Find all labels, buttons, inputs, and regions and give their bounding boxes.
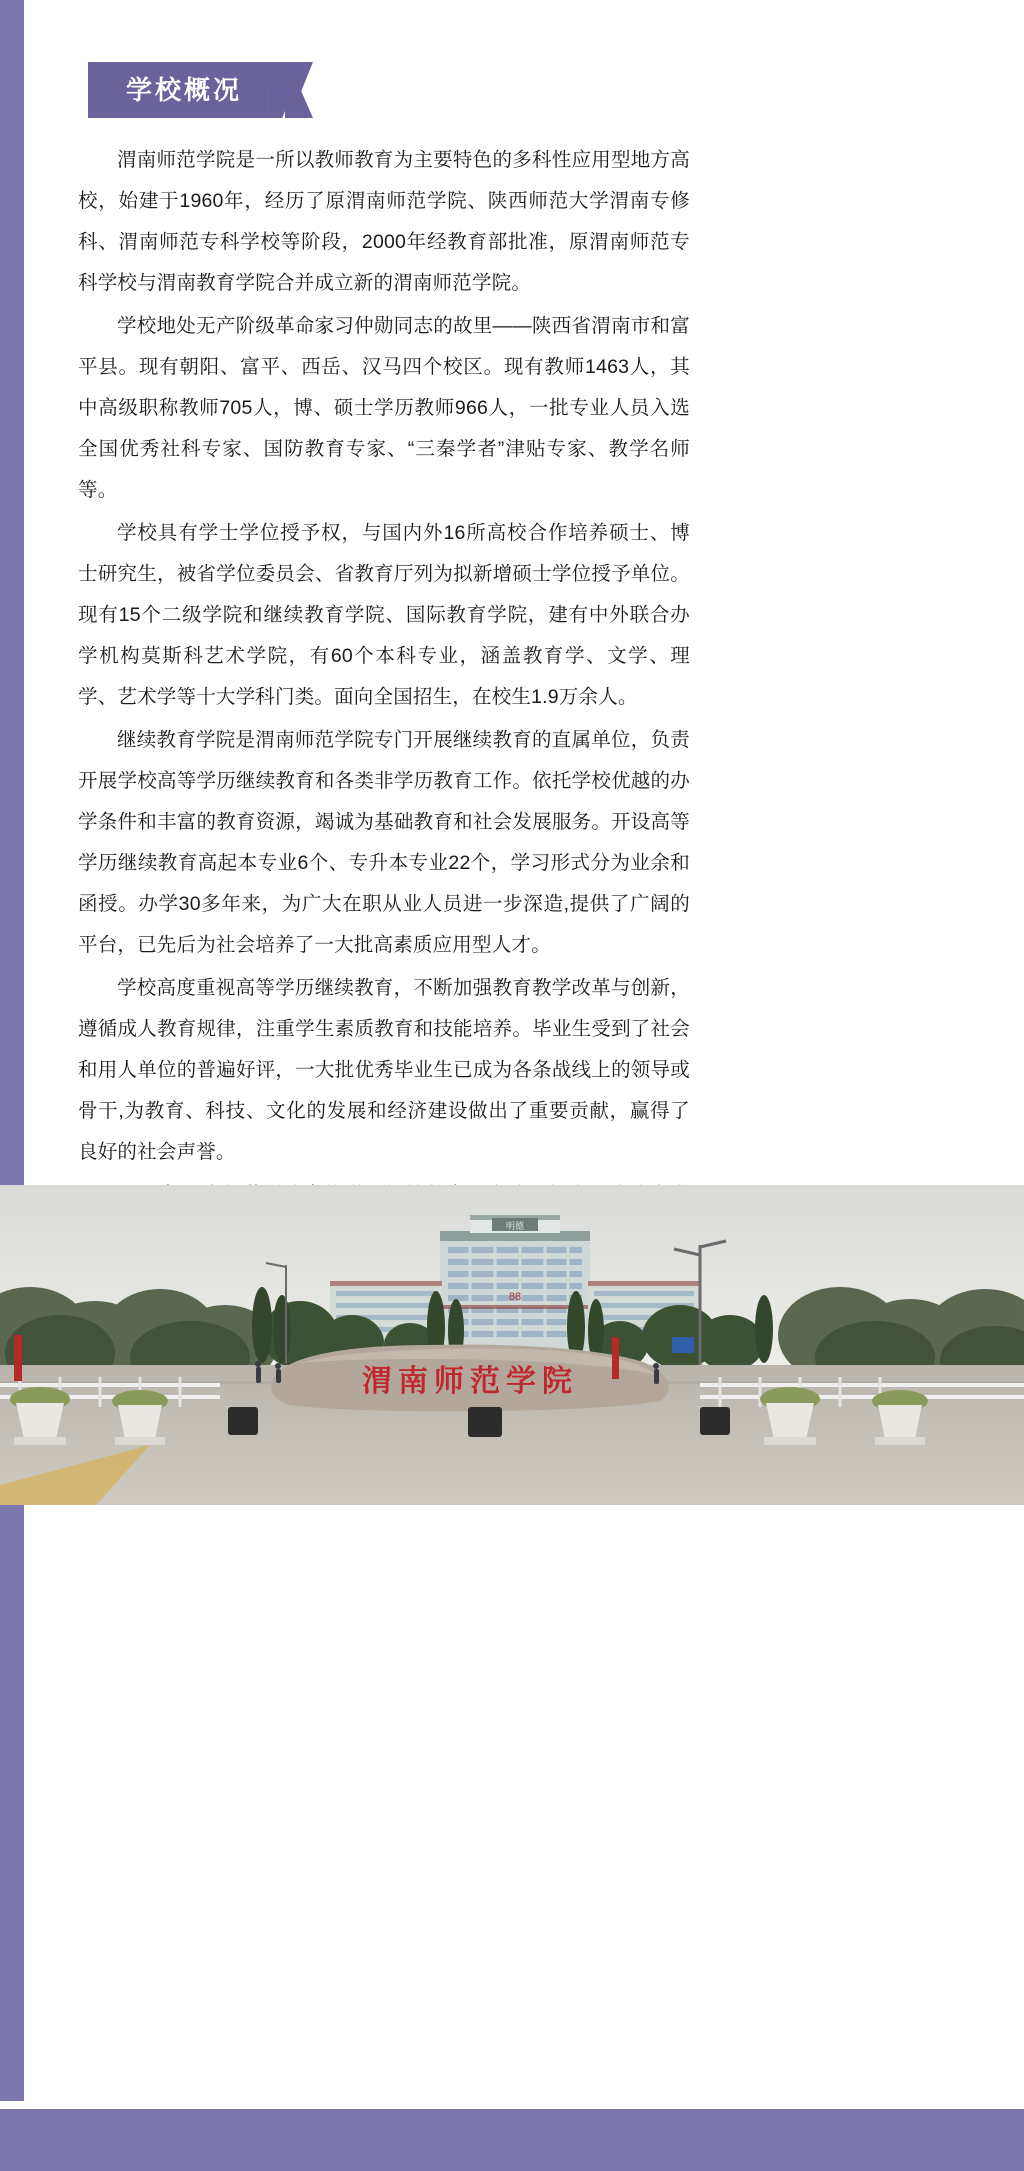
svg-text:88: 88	[508, 1291, 522, 1303]
campus-photo-illustration	[0, 1185, 1024, 1505]
left-accent-bar-gap	[24, 0, 30, 2171]
paragraph: 学校高度重视高等学历继续教育，不断加强教育教学改革与创新，遵循成人教育规律，注重学生素质教育和技能培养。毕业生受到了社会和用人单位的普遍好评，一大批优秀毕业生已成为各条战线上的领导或骨干,为教育、科技、文化的发展和经济建设做出了重要贡献，赢得了良好的社会声誉。	[78, 977, 690, 1163]
body-text	[78, 140, 690, 1259]
stone-inscription: 渭南师范学院	[362, 1365, 578, 1398]
paragraph: 学校具有学士学位授予权，与国内外16所高校合作培养硕士、博士研究生，被省学位委员会、省教育厅列为拟新增硕士学位授予单位。现有15个二级学院和继续教育学院、国际教育学院，建有中外联合办学机构莫斯科艺术学院，有60个本科专业，涵盖教育学、文学、理学、艺术学等十大学科门类。面向全国招生，在校生1.9万余人。	[78, 522, 690, 708]
bottom-band-gap	[0, 2101, 1024, 2109]
left-accent-bar	[0, 0, 24, 2171]
section-header-arrow-icon	[285, 62, 313, 118]
page-title: 学校概况	[126, 75, 243, 105]
section-header	[88, 62, 294, 118]
paragraph: 学校地处无产阶级革命家习仲勋同志的故里——陕西省渭南市和富平县。现有朝阳、富平、西岳、汉马四个校区。现有教师1463人，其中高级职称教师705人，博、硕士学历教师966人，一批专业人员入选全国优秀社科专家、国防教育专家、“三秦学者”津贴专家、教学名师等。	[78, 315, 690, 501]
paragraph: 渭南师范学院是一所以教师教育为主要特色的多科性应用型地方高校，始建于1960年，经历了原渭南师范学院、陕西师范大学渭南专修科、渭南师范专科学校等阶段，2000年经教育部批准，原渭南师范专科学校与渭南教育学院合并成立新的渭南师范学院。	[78, 149, 690, 294]
paragraph: 继续教育学院是渭南师范学院专门开展继续教育的直属单位，负责开展学校高等学历继续教育和各类非学历教育工作。依托学校优越的办学条件和丰富的教育资源，竭诚为基础教育和社会发展服务。开设高等学历继续教育高起本专业6个、专升本专业22个，学习形式分为业余和函授。办学30多年来，为广大在职从业人员进一步深造,提供了广阔的平台，已先后为社会培养了一大批高素质应用型人才。	[78, 729, 690, 956]
section-header-body	[88, 62, 268, 118]
campus-photo	[0, 1185, 1024, 1505]
svg-text:明德: 明德	[505, 1221, 525, 1231]
bottom-accent-band	[0, 2109, 1024, 2171]
